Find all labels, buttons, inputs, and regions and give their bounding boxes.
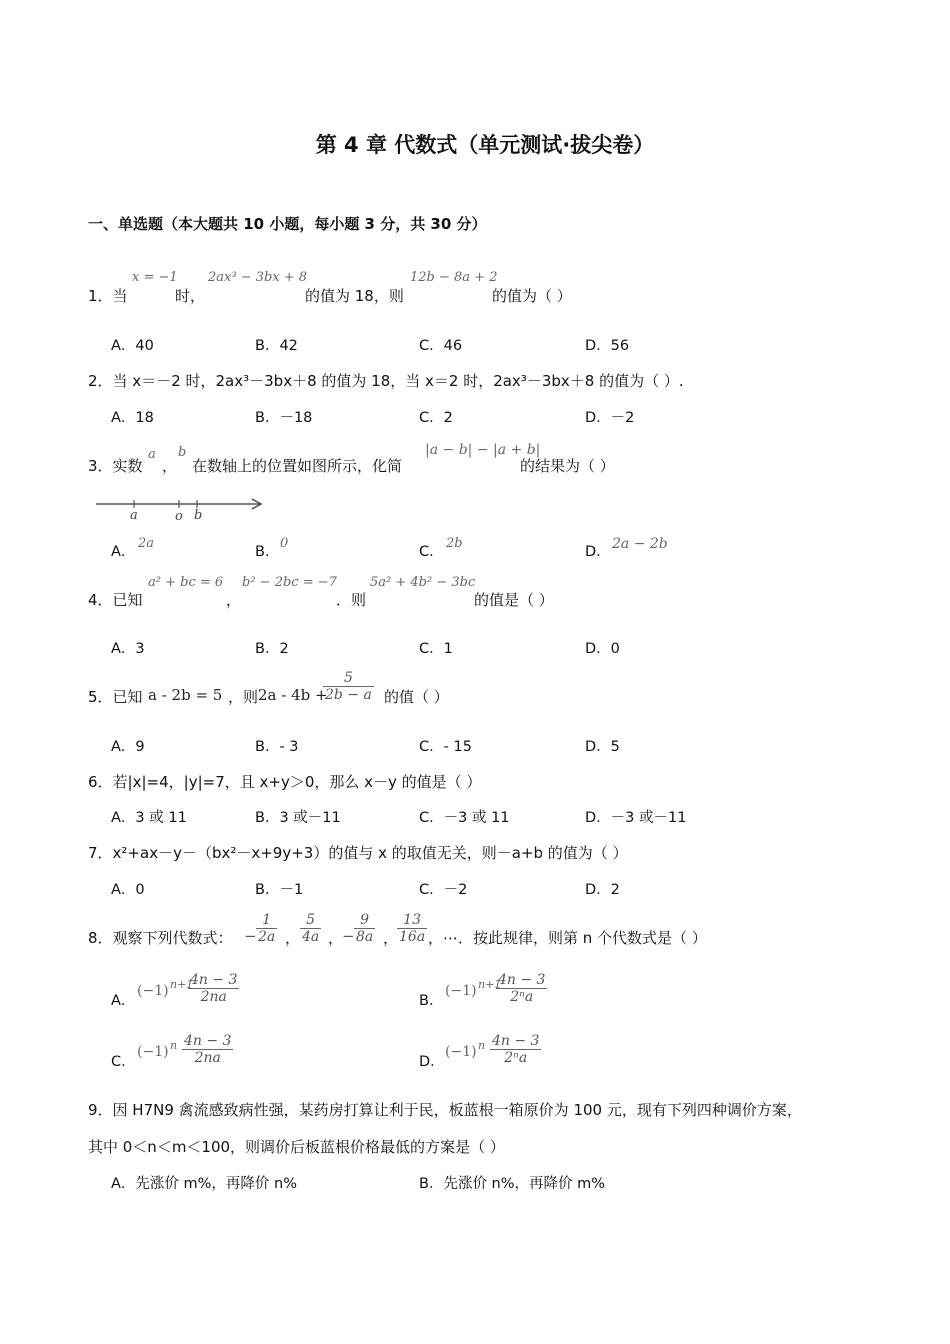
q1-text-2: 的值为 18，则 — [305, 287, 404, 305]
q8-option-b-label: B． — [419, 993, 444, 1009]
q7-option-b: B．－1 — [255, 882, 304, 898]
q3-option-a-label: A． — [111, 544, 136, 560]
q8-option-d-den: 2ⁿa — [504, 1050, 528, 1067]
number-line-figure — [92, 494, 272, 524]
q8-option-b-den: 2ⁿa — [510, 989, 534, 1006]
q7-option-a: A．0 — [111, 882, 145, 898]
q7-option-d: D．2 — [585, 882, 620, 898]
q6-option-b: B．3 或－11 — [255, 810, 341, 826]
q8-option-d-num: 4n − 3 — [492, 1033, 540, 1049]
q8-option-d-frac — [490, 1033, 541, 1066]
q8-option-c-num: 4n − 3 — [184, 1033, 232, 1049]
q8-term-4-num: 13 — [397, 912, 427, 929]
q8-option-c-den: 2na — [194, 1050, 221, 1067]
q8-term-1-sign: − — [244, 927, 257, 945]
q6-option-d: D．－3 或－11 — [585, 810, 687, 826]
q8-term-1-den: 2a — [258, 929, 276, 946]
q4-sep: ， — [226, 591, 242, 609]
q3-number: 3．实数 — [88, 457, 143, 475]
q3-sep: ， — [162, 457, 178, 475]
q4-text-2: 的值是（ ） — [474, 591, 554, 609]
q2-option-b: B．－18 — [255, 410, 313, 426]
q5-fraction-denominator: 2b − a — [325, 687, 372, 704]
q3-option-d-label: D． — [585, 544, 611, 560]
q4-option-c: C．1 — [419, 641, 453, 657]
q8-option-b-frac — [496, 972, 547, 1005]
q8-term-4-den: 16a — [399, 929, 426, 946]
q5-option-d: D．5 — [585, 739, 620, 755]
q3-option-c-value: 2b — [446, 536, 463, 551]
label-o: o — [175, 509, 183, 524]
q7-option-c: C．－2 — [419, 882, 468, 898]
q8-term-3-num: 9 — [354, 912, 375, 929]
q3-option-b-value: 0 — [280, 536, 289, 551]
q1-text-3: 的值为（ ） — [492, 287, 572, 305]
q5-option-c: C．- 15 — [419, 739, 472, 755]
q5-fraction-numerator: 5 — [323, 670, 374, 687]
q1-option-d: D．56 — [585, 338, 630, 354]
q8-option-b-num: 4n − 3 — [498, 972, 546, 988]
q8-option-a-frac — [188, 972, 239, 1005]
q3-text-2: 的结果为（ ） — [520, 457, 615, 475]
q5-fraction — [323, 670, 374, 703]
label-b: b — [194, 508, 203, 523]
q2-option-d: D．－2 — [585, 410, 635, 426]
q4-expr-3: 5a² + 4b² − 3bc — [370, 575, 476, 590]
q5-option-a: A．9 — [111, 739, 145, 755]
q8-option-a-exp: n+1 — [170, 978, 194, 991]
q1-option-a: A．40 — [111, 338, 154, 354]
q8-term-2-num: 5 — [300, 912, 321, 929]
q5-condition: a - 2b = 5 — [148, 686, 223, 704]
q8-term-1-num: 1 — [256, 912, 277, 929]
section-heading: 一、单选题（本大题共 10 小题，每小题 3 分，共 30 分） — [88, 215, 487, 233]
q8-option-a-label: A． — [111, 993, 136, 1009]
q3-var-a: a — [148, 447, 156, 462]
q5-text-2: 的值（ ） — [384, 688, 449, 706]
q8-term-4 — [397, 912, 427, 945]
q4-option-a: A．3 — [111, 641, 145, 657]
q8-option-a-num: 4n − 3 — [190, 972, 238, 988]
q8-term-2 — [300, 912, 321, 945]
q4-option-b: B．2 — [255, 641, 289, 657]
q3-text-1: 在数轴上的位置如图所示，化简 — [192, 457, 403, 475]
q3-option-a-value: 2a — [138, 536, 155, 551]
q2-option-a: A．18 — [111, 410, 154, 426]
q8-option-c-base: (−1) — [137, 1044, 169, 1060]
q2-text: 2．当 x＝－2 时，2ax³－3bx＋8 的值为 18，当 x＝2 时，2ax³－3bx＋8 的值为（ ）. — [88, 372, 684, 390]
q3-expression: |a − b| − |a + b| — [425, 442, 541, 458]
q3-option-c-label: C． — [419, 544, 444, 560]
q8-option-c-label: C． — [111, 1054, 136, 1070]
q8-term-3-sign: − — [342, 927, 355, 945]
q8-option-c-exp: n — [170, 1039, 178, 1052]
q5-prefix: 5．已知 — [88, 688, 143, 706]
q4-option-d: D．0 — [585, 641, 620, 657]
q1-expression: 2ax³ − 3bx + 8 — [208, 270, 308, 285]
q5-expression: 2a - 4b + — [258, 686, 328, 704]
q1-option-b: B．42 — [255, 338, 298, 354]
q7-text: 7．x²+ax－y－（bx²－x+9y+3）的值与 x 的取值无关，则－a+b 的值为（ ） — [88, 844, 628, 862]
q4-text-1: ．则 — [336, 591, 367, 609]
q8-suffix: ，⋯．按此规律，则第 n 个代数式是（ ） — [428, 929, 707, 947]
q5-option-b: B．- 3 — [255, 739, 299, 755]
q9-line-2: 其中 0＜n＜m＜100，则调价后板蓝根价格最低的方案是（ ） — [88, 1138, 505, 1156]
q8-option-d-label: D． — [419, 1054, 445, 1070]
q6-option-c: C．－3 或 11 — [419, 810, 510, 826]
q9-line-1: 9．因 H7N9 禽流感致病性强，某药房打算让利于民，板蓝根一箱原价为 100 元，现有下列四种调价方案， — [88, 1101, 802, 1119]
q8-option-a-den: 2na — [200, 989, 227, 1006]
q5-text-1: ，则 — [228, 688, 259, 706]
q1-option-c: C．46 — [419, 338, 463, 354]
q8-option-d-base: (−1) — [445, 1044, 477, 1060]
q9-option-b: B．先涨价 n%，再降价 m% — [419, 1176, 606, 1192]
q3-option-d-value: 2a − 2b — [612, 536, 668, 552]
q1-number: 1．当 — [88, 287, 128, 305]
q9-option-a: A．先涨价 m%，再降价 n% — [111, 1176, 298, 1192]
q8-term-3 — [354, 912, 375, 945]
q8-option-c-frac — [182, 1033, 233, 1066]
q8-option-b-base: (−1) — [445, 983, 477, 999]
q4-expr-2: b² − 2bc = −7 — [242, 575, 337, 590]
q4-number: 4．已知 — [88, 591, 143, 609]
q8-term-3-den: 8a — [356, 929, 374, 946]
q8-option-d-exp: n — [478, 1039, 486, 1052]
q3-var-b: b — [178, 445, 187, 460]
label-a: a — [130, 508, 138, 523]
q6-text: 6．若|x|=4，|y|=7，且 x+y＞0，那么 x－y 的值是（ ） — [88, 773, 482, 791]
q1-target: 12b − 8a + 2 — [410, 270, 498, 285]
q8-option-b-exp: n+1 — [478, 978, 502, 991]
q8-term-1 — [256, 912, 277, 945]
q1-text-1: 时， — [175, 287, 206, 305]
page-title: 第 4 章 代数式（单元测试·拔尖卷） — [315, 133, 655, 157]
q8-prefix: 8．观察下列代数式： — [88, 929, 233, 947]
q8-option-a-base: (−1) — [137, 983, 169, 999]
q2-option-c: C．2 — [419, 410, 453, 426]
q6-option-a: A．3 或 11 — [111, 810, 187, 826]
q8-term-2-den: 4a — [302, 929, 320, 946]
q1-condition: x = −1 — [132, 270, 178, 285]
q4-expr-1: a² + bc = 6 — [148, 575, 224, 590]
q3-option-b-label: B． — [255, 544, 280, 560]
